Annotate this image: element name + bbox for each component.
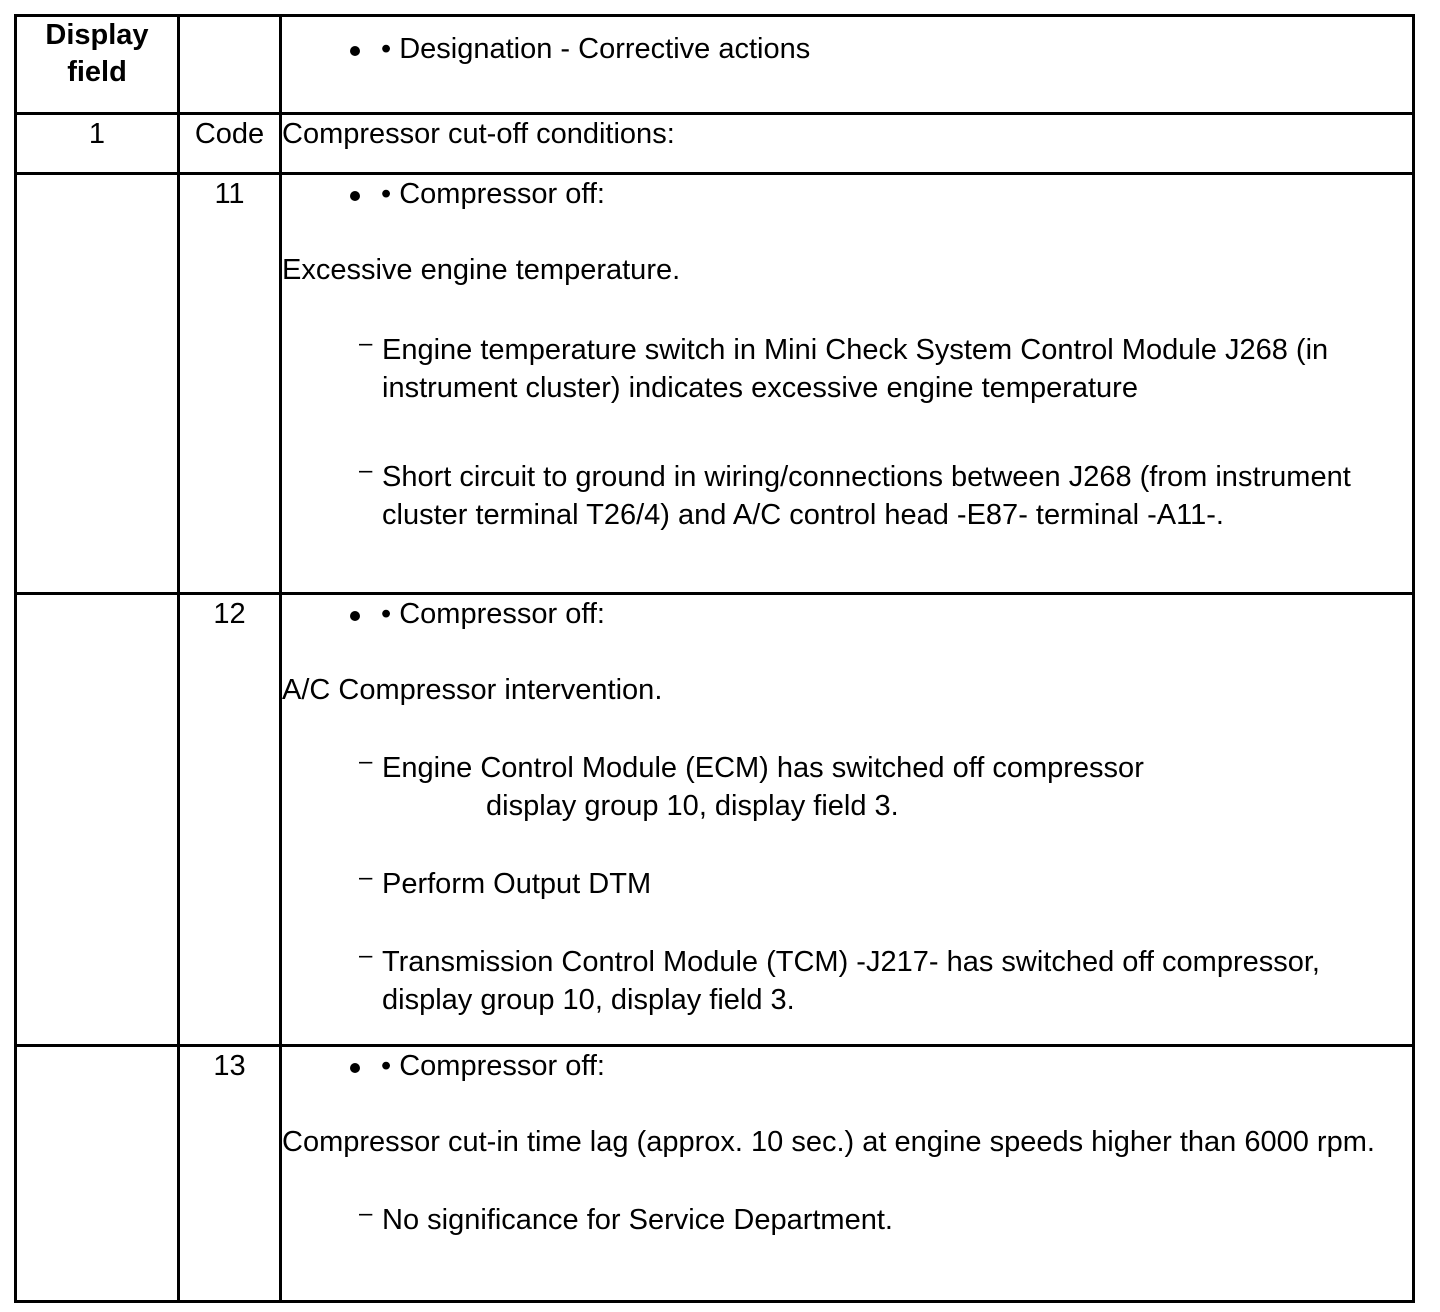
code-11-details <box>281 174 1414 594</box>
dash-icon: – <box>359 330 373 357</box>
dash-icon: – <box>359 748 373 775</box>
table-row <box>16 594 1414 1046</box>
dash-icon: – <box>359 864 373 891</box>
list-item-text: Short circuit to ground in wiring/connections between J268 (from instrument cluster terminal T26/4) and A/C control head -E87- terminal -A11-. <box>382 461 1351 531</box>
code-number: 12 <box>179 594 281 1046</box>
list-item-text: Engine Control Module (ECM) has switched off compressor <box>382 752 1144 784</box>
bullet-icon <box>350 611 360 621</box>
code-number: 11 <box>179 174 281 594</box>
description-text: A/C Compressor intervention. <box>282 674 663 706</box>
bullet-line <box>282 175 1412 213</box>
header-code-cell <box>179 16 281 114</box>
display-field-cell <box>16 1046 179 1302</box>
list-item-text-continued: display group 10, display field 3. <box>486 790 899 822</box>
list-item-text: Engine temperature switch in Mini Check System Control Module J268 (in instrument cluster) indicates excessive engine temperature <box>382 334 1329 404</box>
bullet-icon <box>350 1063 360 1073</box>
dash-icon: – <box>359 457 373 484</box>
dash-icon: – <box>359 942 373 969</box>
list-item-text: Transmission Control Module (TCM) -J217- has switched off compressor, display group 10, display field 3. <box>382 946 1320 1016</box>
header-designation: • Designation - Corrective actions <box>381 33 811 65</box>
list-item <box>282 943 1412 1019</box>
header-display-field-line2: field <box>67 56 127 88</box>
list-item <box>282 865 1412 903</box>
list-item <box>282 331 1412 407</box>
display-field-number: 1 <box>16 114 179 174</box>
cutoff-conditions-text: Compressor cut-off conditions: <box>281 114 1414 174</box>
header-row <box>16 16 1414 114</box>
dash-icon: – <box>359 1200 373 1227</box>
bullet-text: • Compressor off: <box>381 178 605 210</box>
list-item-text: No significance for Service Department. <box>382 1204 893 1236</box>
list-item <box>282 749 1412 825</box>
code-number: 13 <box>179 1046 281 1302</box>
code-label: Code <box>179 114 281 174</box>
description-text: Excessive engine temperature. <box>282 254 681 286</box>
code-13-details <box>281 1046 1414 1302</box>
bullet-line <box>282 595 1412 633</box>
display-field-cell <box>16 594 179 1046</box>
header-designation-cell <box>281 16 1414 114</box>
list-item-text: Perform Output DTM <box>382 868 652 900</box>
description-text: Compressor cut-in time lag (approx. 10 sec.) at engine speeds higher than 6000 rpm. <box>282 1126 1375 1158</box>
table-row <box>16 114 1414 174</box>
table-row <box>16 174 1414 594</box>
bullet-icon <box>350 191 360 201</box>
list-item <box>282 458 1412 534</box>
bullet-text: • Compressor off: <box>381 598 605 630</box>
bullet-text: • Compressor off: <box>381 1050 605 1082</box>
bullet-icon <box>350 46 360 56</box>
corrective-actions-table <box>14 14 1415 1303</box>
display-field-cell <box>16 174 179 594</box>
code-12-details <box>281 594 1414 1046</box>
header-display-field-line1: Display <box>45 19 149 51</box>
bullet-line <box>282 1047 1412 1085</box>
list-item <box>282 1201 1412 1239</box>
header-display-field <box>16 16 179 114</box>
table-row <box>16 1046 1414 1302</box>
header-bullet-line <box>282 30 1412 68</box>
